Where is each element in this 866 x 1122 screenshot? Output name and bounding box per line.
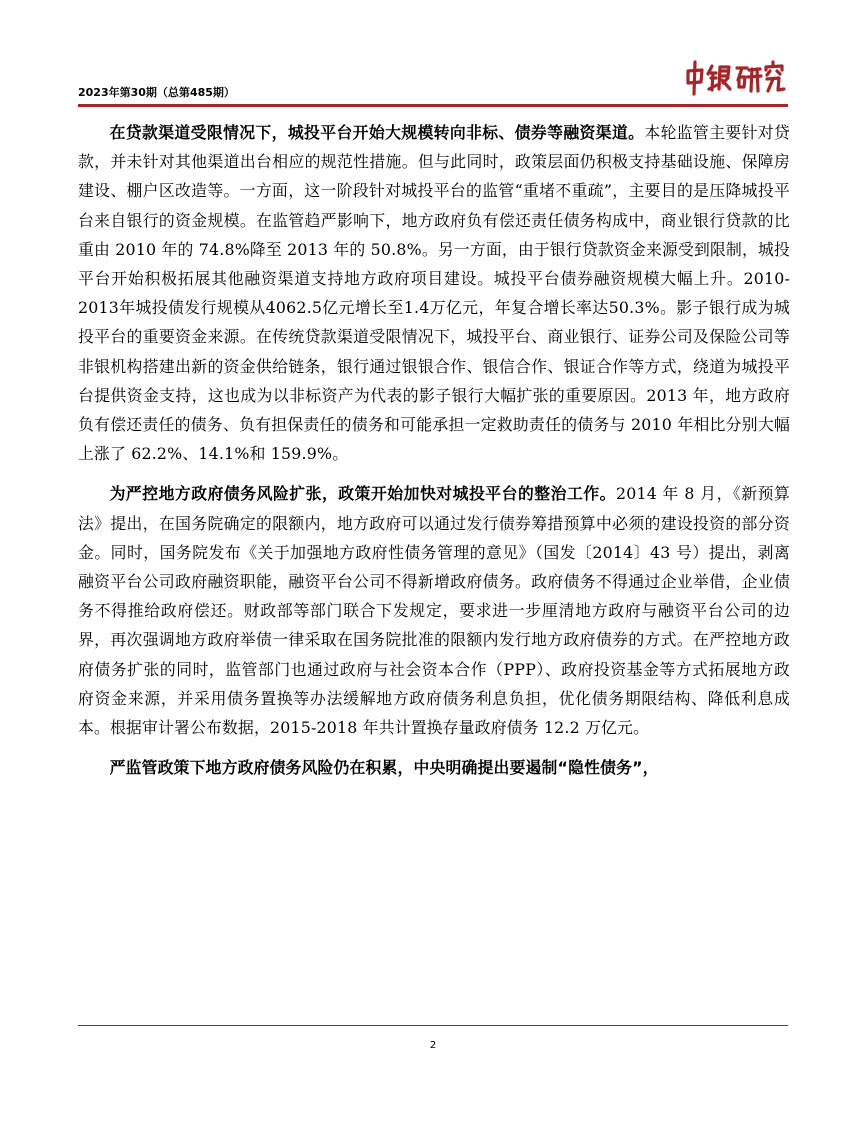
- paragraph-1-text: 本轮监管主要针对贷款，并未针对其他渠道出台相应的规范性措施。但与此同时，政策层面仍积极支持基础设施、保障房建设、棚户区改造等。一方面，这一阶段针对城投平台的监管“重堵不重疏”，主要目的是压降城投平台来自银行的资金规模。在监管趋严影响下，地方政府负有偿还责任债务构成中，商业银行贷款的比重由 2010 年的 74.8%降至 2013 年的 50.8%。另一方面，由于银行贷款资金来源受到限制，城投平台开始积极拓展其他融资渠道支持地方政府项目建设。城投平台债券融资规模大幅上升。2010-2013年城投债发行规模从4062.5亿元增长至1.4万亿元，年复合增长率达50.3%。影子银行成为城投平台的重要资金来源。在传统贷款渠道受限情况下，城投平台、商业银行、证券公司及保险公司等非银机构搭建出新的资金供给链条，银行通过银银合作、银信合作、银证合作等方式，绕道为城投平台提供资金支持，这也成为以非标资产为代表的影子银行大幅扩张的重要原因。2013 年，地方政府负有偿还责任的债务、负有担保责任的债务和可能承担一定救助责任的债务与 2010 年相比分别大幅上涨了 62.2%、14.1%和 159.9%。: [78, 123, 790, 464]
- paragraph-2-text: 2014 年 8 月，《新预算法》提出，在国务院确定的限额内，地方政府可以通过发行债券筹措预算中必须的建设投资的部分资金。同时，国务院发布《关于加强地方政府性债务管理的意见》（国发〔2014〕43 号）提出，剥离融资平台公司政府融资职能，融资平台公司不得新增政府债务。政府债务不得通过企业举借，企业债务不得推给政府偿还。财政部等部门联合下发规定，要求进一步厘清地方政府与融资平台公司的边界，再次强调地方政府举债一律采取在国务院批准的限额内发行地方政府债券的方式。在严控地方政府债务扩张的同时，监管部门也通过政府与社会资本合作（PPP）、政府投资基金等方式拓展地方政府资金来源，并采用债务置换等办法缓解地方政府债务利息负担，优化债务期限结构、降低利息成本。根据审计署公布数据，2015-2018 年共计置换存量政府债务 12.2 万亿元。: [78, 484, 791, 738]
- page-number: 2: [429, 1040, 437, 1051]
- brand-logo: [682, 58, 788, 98]
- footer-rule: [78, 1025, 788, 1026]
- paragraph-3: [78, 753, 790, 782]
- paragraph-2-lead: 为严控地方政府债务风险扩张，政策开始加快对城投平台的整治工作。: [109, 484, 616, 504]
- paragraph-1-lead: 在贷款渠道受限情况下，城投平台开始大规模转向非标、债券等融资渠道。: [109, 123, 645, 142]
- paragraph-1: [78, 118, 790, 468]
- header-issue: 2023年第30期（总第485期）: [78, 86, 235, 99]
- paragraph-2: [78, 479, 790, 742]
- article-body: [78, 118, 790, 793]
- paragraph-3-lead: 严监管政策下地方政府债务风险仍在积累，中央明确提出要遏制“隐性债务”，: [109, 758, 659, 778]
- header-rule: [78, 104, 788, 107]
